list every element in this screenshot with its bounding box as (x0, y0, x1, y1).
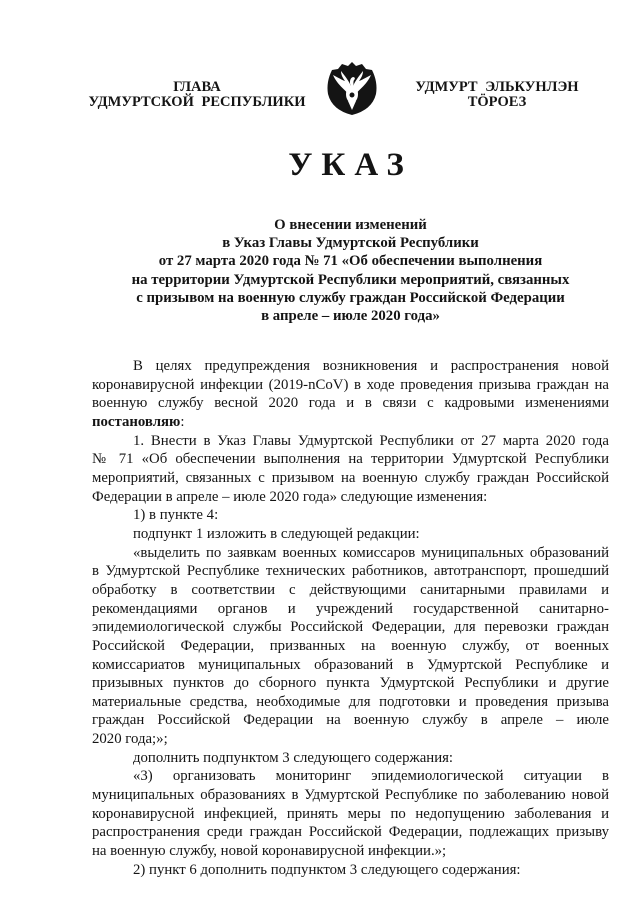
body-line: муниципальных образованиях в Удмуртской Республике по заболеванию новой (92, 787, 609, 804)
issuer-title-udmurt (390, 80, 604, 110)
document-subject (92, 216, 609, 325)
body-line: 1. Внести в Указ Главы Удмуртской Республики от 27 марта 2020 года (133, 432, 609, 449)
decree-suffix: : (180, 413, 185, 430)
body-line: коронавирусной инфекцией, принять меры по недопущению заболевания и (92, 805, 609, 822)
subject-line: в апреле – июле 2020 года» (261, 308, 440, 325)
coat-of-arms-icon (326, 60, 378, 116)
subitem-1-heading: 1) в пункте 4: (133, 507, 219, 524)
issuer-title-line: УДМУРТ ЭЛЬКУНЛЭН (415, 79, 579, 95)
subitem-1-edit-instruction: подпункт 1 изложить в следующей редакции: (133, 525, 420, 542)
body-line: Федерации в апреле – июле 2020 года» следующие изменения: (92, 488, 488, 505)
body-line: 2020 года;»; (92, 731, 168, 748)
issuer-title-russian (72, 80, 322, 110)
document-title: УКАЗ (288, 147, 413, 183)
body-line: «выделить по заявкам военных комиссаров муниципальных образований (133, 544, 609, 561)
subject-line: с призывом на военную службу граждан Российской Федерации (136, 289, 565, 306)
issuer-title-line: ТӦРОЕЗ (467, 94, 527, 110)
body-line: В целях предупреждения возникновения и распространения новой (133, 358, 609, 374)
subject-line: от 27 марта 2020 года № 71 «Об обеспечении выполнения (158, 253, 543, 270)
document-body (92, 357, 609, 879)
body-line: мероприятий, связанных с призывом на военную службу граждан Российской (92, 469, 609, 486)
body-line: Российской Федерации, призванных на военную службу, от военных (92, 637, 609, 654)
body-line: обработку в соответствии с действующими санитарными правилами и (92, 581, 609, 598)
body-line: комиссариатов муниципальных образований в Удмуртской Республике и (92, 656, 609, 673)
body-line: эпидемиологической службы Российской Федерации, для перевозки граждан (92, 619, 609, 636)
preamble-paragraph (92, 357, 609, 432)
body-line: рекомендациями органов и учреждений государственной санитарно- (92, 600, 609, 617)
subitem-1-add-instruction: дополнить подпунктом 3 следующего содержания: (133, 749, 454, 766)
subitem-1-added-text (92, 767, 609, 860)
issuer-title-line: ГЛАВА (173, 79, 221, 95)
issuer-title-line: УДМУРТСКОЙ РЕСПУБЛИКИ (88, 94, 306, 110)
body-line: граждан Российской Федерации на военную службу в апреле – июле (92, 712, 609, 729)
item-1-paragraph (92, 432, 609, 507)
subitem-2-heading: 2) пункт 6 дополнить подпунктом 3 следующего содержания: (133, 861, 521, 878)
subitem-1-new-text (92, 544, 609, 749)
subject-line: О внесении изменений (274, 217, 427, 233)
body-line: № 71 «Об обеспечении выполнения на территории Удмуртской Республики (92, 451, 609, 468)
body-line (92, 413, 609, 432)
body-line: военную службу весной 2020 года и в связи с кадровыми изменениями (92, 395, 609, 412)
body-line: материальные средства, необходимые для подготовки и проведения призыва (92, 693, 609, 710)
body-line: «3) организовать мониторинг эпидемиологической ситуации в (133, 768, 609, 785)
body-line: в Удмуртской Республике технических работников, автотранспорт, прошедший (92, 563, 609, 580)
body-line: призывных пунктов до сборного пункта Удмуртской Республики и другие (92, 675, 609, 692)
body-line: распространения среди граждан Российской Федерации, подлежащих призыву (92, 824, 609, 841)
body-line: на военную службу, новой коронавирусной инфекции.»; (92, 843, 447, 860)
subject-line: в Указ Главы Удмуртской Республики (222, 235, 479, 252)
subject-line: на территории Удмуртской Республики мероприятий, связанных (131, 271, 570, 288)
decree-word: постановляю (92, 413, 181, 430)
body-line: коронавирусной инфекции (2019-nCoV) в ходе проведения призыва граждан на (92, 376, 609, 393)
